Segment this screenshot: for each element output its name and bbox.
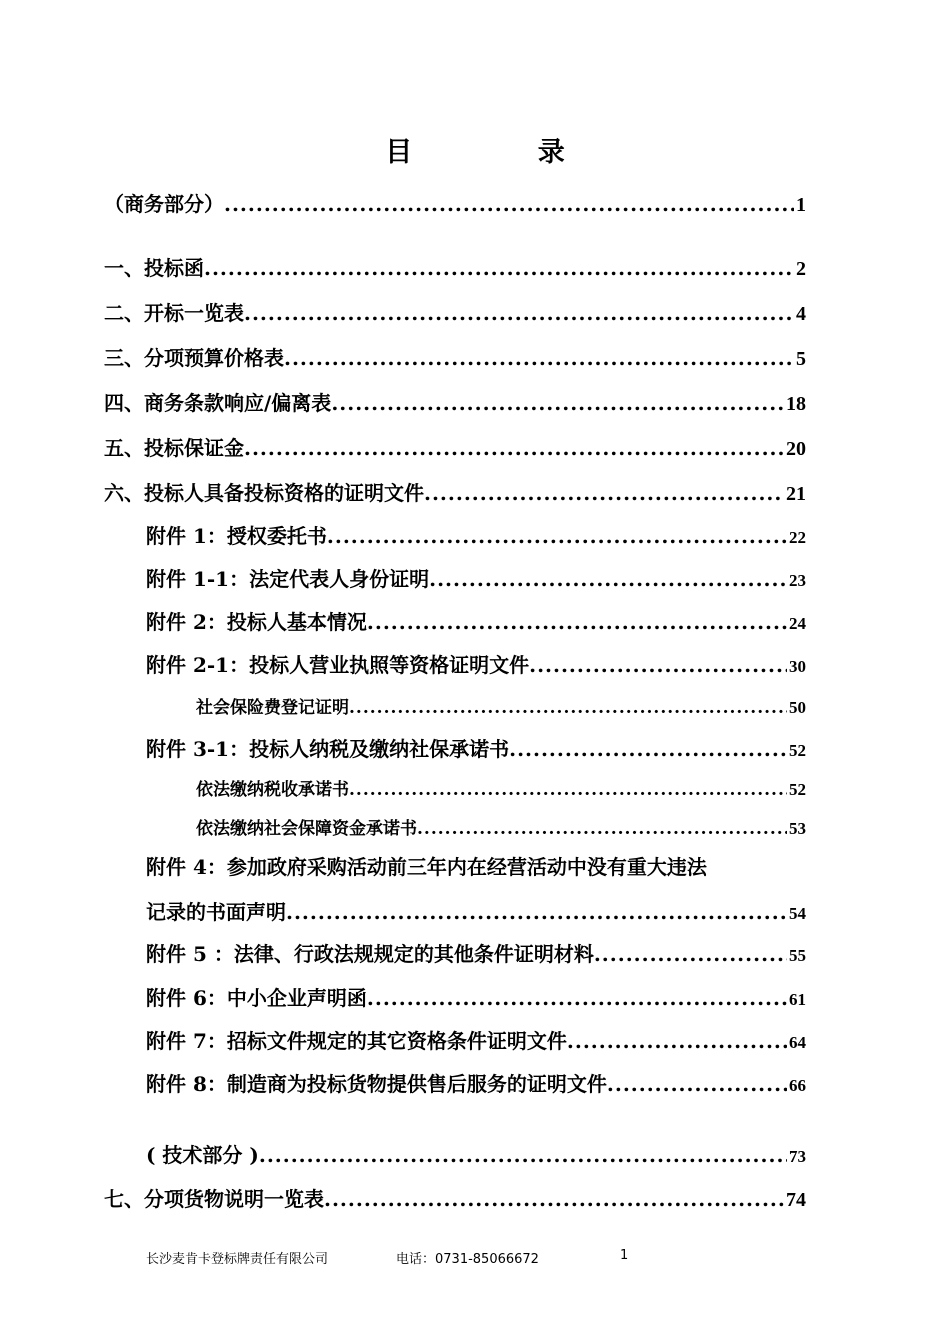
toc-entry-opening-list[interactable] [104, 297, 806, 326]
toc-page-number: 4 [796, 303, 806, 325]
toc-entry-business-section[interactable] [104, 188, 806, 217]
toc-page-number: 55 [789, 946, 806, 965]
toc-entry-attachment-8[interactable] [146, 1068, 806, 1097]
toc-leader-dots [259, 1143, 787, 1167]
toc-page-number: 30 [789, 657, 806, 676]
toc-page-number: 22 [789, 528, 806, 547]
toc-label: 附件 6：中小企业声明函 [146, 986, 367, 1010]
toc-label: 附件 1：授权委托书 [146, 524, 327, 548]
toc-page-number: 20 [786, 438, 806, 460]
toc-label: 三、分项预算价格表 [104, 346, 284, 370]
toc-label: 七、分项货物说明一览表 [104, 1187, 324, 1211]
toc-page-number: 18 [786, 393, 806, 415]
toc-page-number: 5 [796, 348, 806, 370]
toc-leader-dots [224, 192, 794, 216]
toc-leader-dots [327, 524, 787, 548]
toc-page-number: 66 [789, 1076, 806, 1095]
toc-leader-dots [417, 819, 787, 839]
toc-page-number: 52 [789, 780, 806, 799]
toc-entry-attachment-2[interactable] [146, 606, 806, 635]
toc-leader-dots [286, 900, 787, 924]
footer-phone: 电话：0731-85066672 [396, 1252, 539, 1267]
toc-leader-dots [349, 698, 787, 718]
toc-entry-deviation-table[interactable] [104, 387, 806, 416]
toc-entry-attachment-7[interactable] [146, 1025, 806, 1054]
toc-page-number: 61 [789, 990, 806, 1009]
toc-page-number: 73 [789, 1147, 806, 1166]
toc-leader-dots [367, 986, 787, 1010]
toc-entry-tax-pledge[interactable] [196, 775, 806, 800]
toc-page-number: 74 [786, 1189, 806, 1211]
toc-label: 记录的书面声明 [146, 900, 286, 924]
toc-page-number: 53 [789, 819, 806, 838]
footer-page-number: 1 [620, 1248, 629, 1263]
toc-entry-bid-letter[interactable] [104, 252, 806, 281]
toc-leader-dots [509, 737, 787, 761]
toc-leader-dots [607, 1072, 787, 1096]
toc-leader-dots [567, 1029, 787, 1053]
toc-label: 依法缴纳社会保障资金承诺书 [196, 819, 417, 839]
toc-page-number: 21 [786, 483, 806, 505]
toc-leader-dots [594, 942, 787, 966]
toc-label: 附件 2：投标人基本情况 [146, 610, 367, 634]
toc-leader-dots [284, 346, 794, 370]
toc-page-number: 50 [789, 698, 806, 717]
toc-label: 附件 8：制造商为投标货物提供售后服务的证明文件 [146, 1072, 607, 1096]
toc-label: 五、投标保证金 [104, 436, 244, 460]
toc-leader-dots [244, 301, 794, 325]
toc-page-number: 52 [789, 741, 806, 760]
toc-page-number: 64 [789, 1033, 806, 1052]
toc-label: 依法缴纳税收承诺书 [196, 780, 349, 800]
toc-entry-attachment-2-1[interactable] [146, 649, 806, 678]
toc-entry-attachment-1[interactable] [146, 520, 806, 549]
toc-entry-attachment-4[interactable] [146, 896, 806, 925]
page-title: 目 录 [385, 137, 623, 168]
toc-entry-attachment-4-line1[interactable]: 附件 4：参加政府采购活动前三年内在经营活动中没有重大违法 [146, 855, 707, 879]
toc-entry-price-table[interactable] [104, 342, 806, 371]
toc-page-number: 54 [789, 904, 806, 923]
toc-entry-bid-bond[interactable] [104, 432, 806, 461]
toc-leader-dots [424, 481, 784, 505]
toc-page-number: 24 [789, 614, 806, 633]
toc-label: 六、投标人具备投标资格的证明文件 [104, 481, 424, 505]
toc-label: 附件 1-1：法定代表人身份证明 [146, 567, 430, 591]
toc-entry-social-security-pledge[interactable] [196, 814, 806, 839]
toc-entry-attachment-5[interactable] [146, 938, 806, 967]
toc-label: 四、商务条款响应/偏离表 [104, 391, 332, 415]
toc-label: 附件 5 ：法律、行政法规规定的其他条件证明材料 [146, 942, 594, 966]
toc-entry-attachment-1-1[interactable] [146, 563, 806, 592]
toc-entry-qualification-docs[interactable] [104, 477, 806, 506]
toc-leader-dots [367, 610, 787, 634]
toc-label: 附件 3-1：投标人纳税及缴纳社保承诺书 [146, 737, 510, 761]
toc-leader-dots [324, 1187, 784, 1211]
footer-company: 长沙麦肯卡登标牌责任有限公司 [146, 1252, 329, 1267]
toc-leader-dots [244, 436, 784, 460]
toc-label: 附件 2-1：投标人营业执照等资格证明文件 [146, 653, 530, 677]
toc-label: 二、开标一览表 [104, 301, 244, 325]
toc-page-number: 23 [789, 571, 806, 590]
toc-label: 社会保险费登记证明 [196, 698, 349, 718]
toc-label: （商务部分） [104, 192, 224, 216]
toc-leader-dots [429, 567, 787, 591]
toc-entry-attachment-6[interactable] [146, 982, 806, 1011]
toc-leader-dots [349, 780, 787, 800]
toc-leader-dots [529, 653, 787, 677]
toc-entry-attachment-3-1[interactable] [146, 733, 806, 762]
toc-leader-dots [204, 256, 794, 280]
toc-label: 一、投标函 [104, 256, 204, 280]
toc-entry-technical-section[interactable] [146, 1139, 806, 1168]
toc-leader-dots [331, 391, 784, 415]
toc-label: ( 技术部分 ) [146, 1143, 259, 1167]
toc-label: 附件 7：招标文件规定的其它资格条件证明文件 [146, 1029, 567, 1053]
toc-entry-social-insurance[interactable] [196, 693, 806, 718]
toc-entry-goods-description[interactable] [104, 1183, 806, 1212]
toc-page-number: 1 [796, 194, 806, 216]
toc-page-number: 2 [796, 258, 806, 280]
